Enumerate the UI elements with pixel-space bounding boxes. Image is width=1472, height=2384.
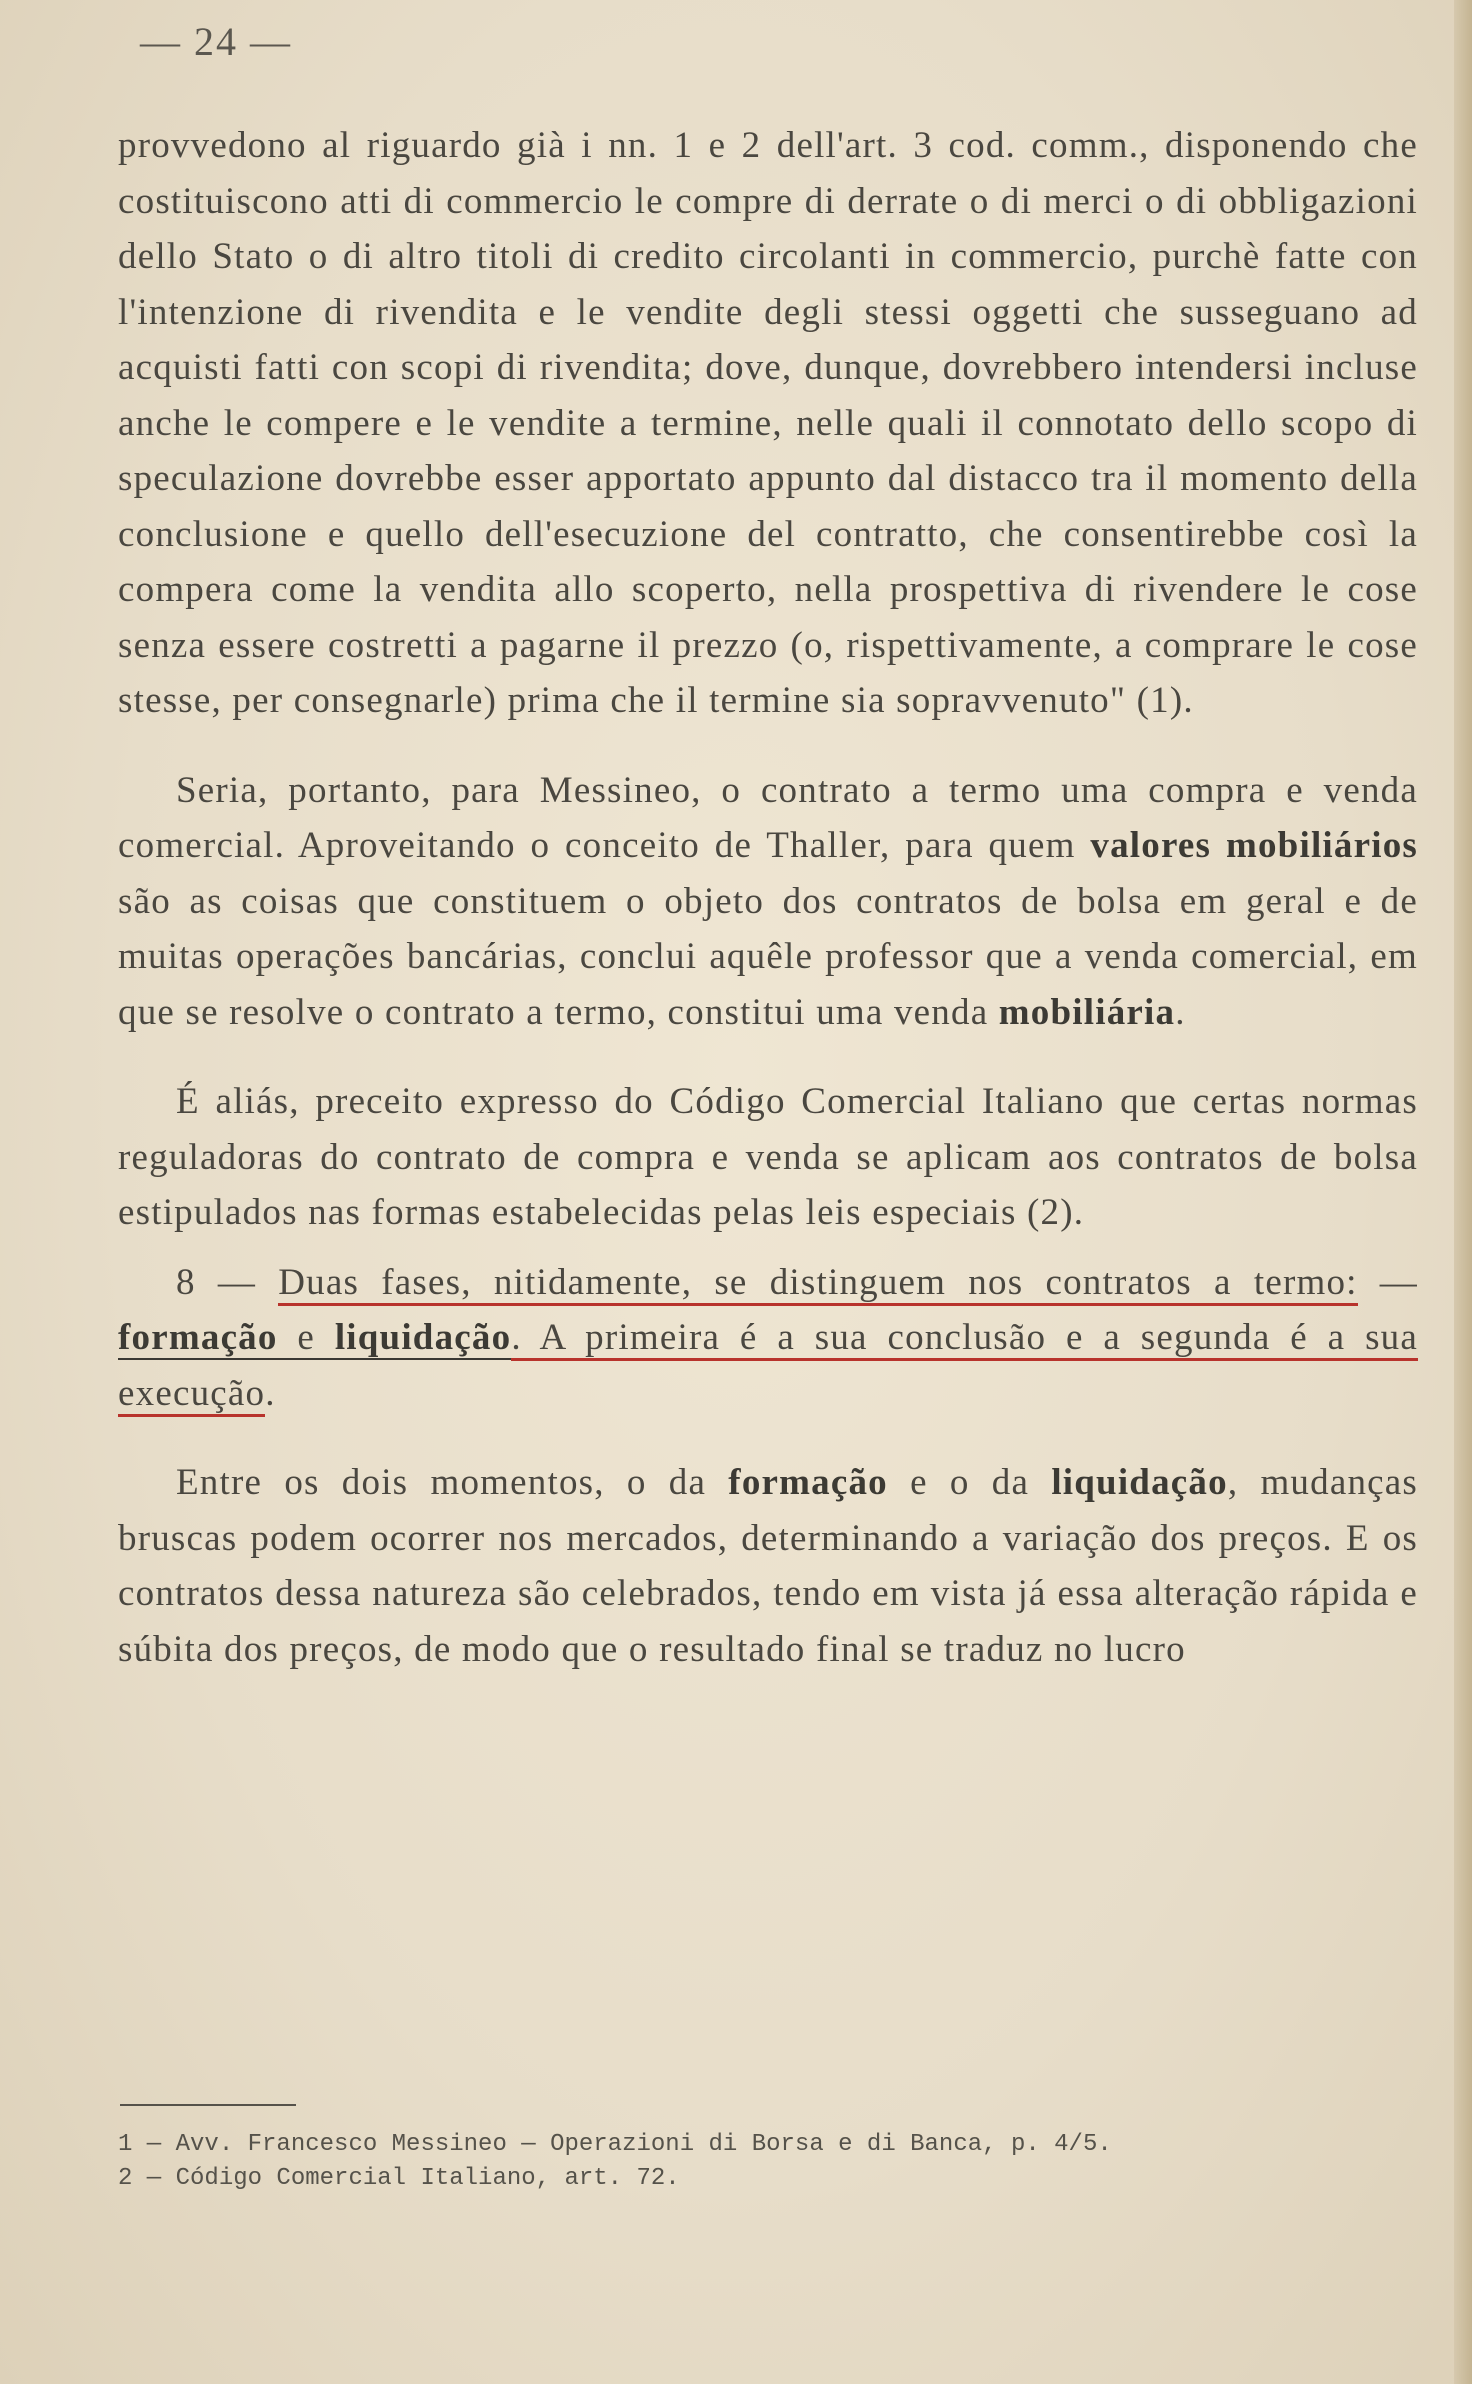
bold-term: liquidação bbox=[1051, 1462, 1228, 1503]
footnote-divider bbox=[120, 2104, 296, 2106]
quote-paragraph: provvedono al riguardo già i nn. 1 e 2 dell'art. 3 cod. comm., disponendo che costituiscono atti di commercio le compre di derrate o di merci o di obbligazioni dello Stato o di altro titoli di credito circolanti in commercio, purchè fatte con l'intenzione di rivendita e le vendite degli stessi oggetti che susseguano ad acquisti fatti con scopi di rivendita; dove, dunque, dovrebbero intendersi incluse anche le compere e le vendite a termine, nelle quali il connotato dello scopo di speculazione dovrebbe esser apportato appunto dal distacco tra il momento della conclusione e quello dell'esecuzione del contratto, che consentirebbe così la compera come la vendita allo scoperto, nella prospettiva di rivendere le cose senza essere costretti a pagarne il prezzo (o, rispettivamente, a comprare le cose stesse, per consegnarle) prima che il termine sia sopravvenuto" (1). bbox=[118, 125, 1418, 721]
text-segment: e o da bbox=[887, 1462, 1052, 1503]
text-segment: e bbox=[277, 1317, 335, 1358]
bold-term: formação bbox=[728, 1462, 888, 1503]
page-edge bbox=[1454, 0, 1472, 2384]
section-number: 8 — bbox=[176, 1261, 257, 1303]
text-segment: — bbox=[1357, 1261, 1419, 1303]
paragraph-momentos bbox=[118, 1455, 1418, 1677]
underlined-red: Duas fases, nitidamente, se distinguem nos contratos a termo: bbox=[278, 1262, 1357, 1306]
footnotes bbox=[118, 2128, 1418, 2196]
bold-term: formação bbox=[118, 1317, 278, 1358]
footnote-1: 1 — Avv. Francesco Messineo — Operazioni di Borsa e di Banca, p. 4/5. bbox=[118, 2131, 1112, 2158]
text-segment: , mudanças bruscas podem ocorrer nos mercados, determinando a variação dos preços. E os contratos dessa natureza são celebrados, tendo em vista já essa alteração rápida e súbita dos preços, de modo que o resultado final se traduz no lucro bbox=[118, 1462, 1418, 1670]
text-segment: Seria, portanto, para Messineo, o contrato a termo uma compra e venda comercial. Aproveitando o conceito de Thaller, para quem bbox=[118, 769, 1418, 866]
page-number: — 24 — bbox=[140, 19, 292, 64]
text-segment: são as coisas que constituem o objeto dos contratos de bolsa em geral e de muitas operações bancárias, conclui aquêle professor que a venda comercial, em que se resolve o contrato a termo, constitui uma venda bbox=[118, 880, 1418, 1033]
paragraph-messineo bbox=[118, 763, 1418, 1041]
bold-term: valores mobiliários bbox=[1090, 825, 1419, 866]
paragraph-duas-fases bbox=[118, 1255, 1418, 1422]
footnote-2: 2 — Código Comercial Italiano, art. 72. bbox=[118, 2165, 680, 2192]
text-segment: . bbox=[265, 1372, 276, 1414]
bold-term: mobiliária bbox=[998, 991, 1176, 1033]
text-segment: Entre os dois momentos, o da bbox=[176, 1462, 729, 1503]
bold-term: liquidação bbox=[334, 1317, 512, 1358]
underlined-red: . A primeira é a sua conclusão e a segunda é a sua execução bbox=[118, 1317, 1418, 1417]
paragraph-codigo: É aliás, preceito expresso do Código Comercial Italiano que certas normas reguladoras do contrato de compra e venda se aplicam aos contratos de bolsa estipulados nas formas estabelecidas pelas leis especiais (2). bbox=[118, 1081, 1418, 1233]
text-segment: . bbox=[1175, 991, 1186, 1033]
body-text bbox=[118, 118, 1418, 1677]
